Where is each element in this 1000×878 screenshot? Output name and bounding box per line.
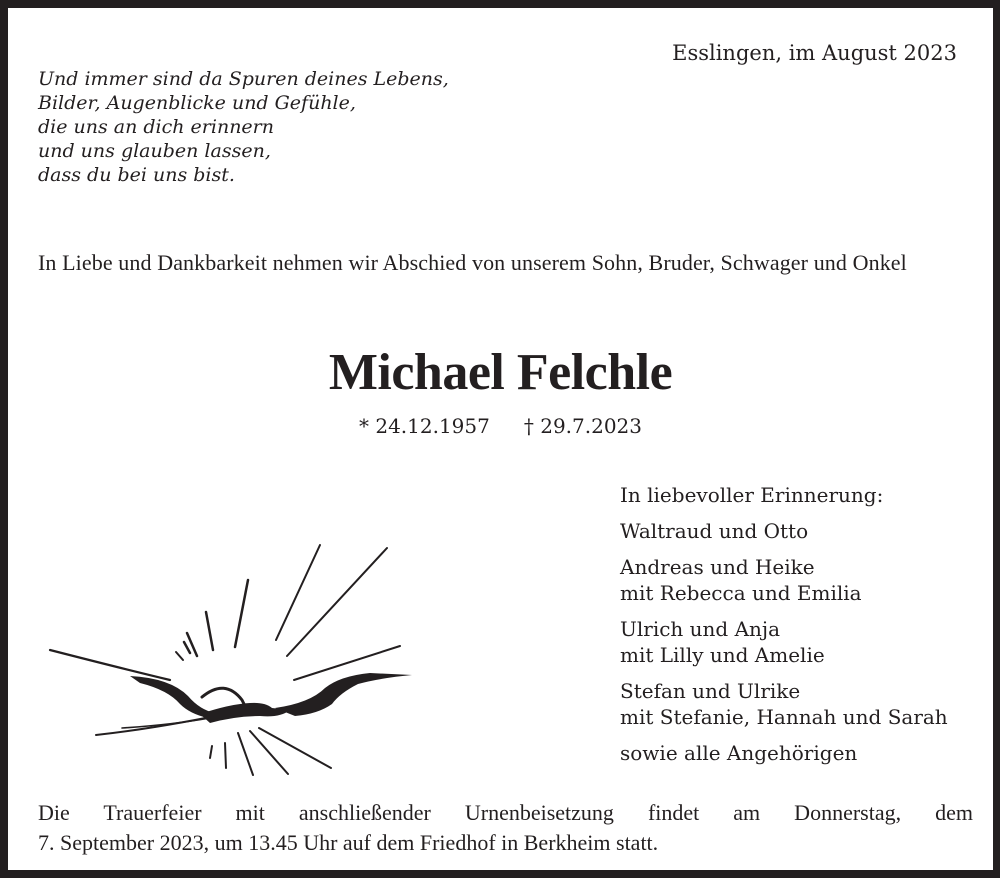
mourner-line: mit Rebecca und Emilia — [620, 581, 862, 605]
mourner-line: Waltraud und Otto — [620, 519, 809, 543]
deceased-name: Michael Felchle — [328, 344, 673, 401]
mourner-line: sowie alle Angehörigen — [620, 741, 858, 765]
place-date: Esslingen, im August 2023 — [672, 41, 957, 65]
mourner-group — [620, 554, 948, 606]
mourner-line: mit Stefanie, Hannah und Sarah — [620, 705, 948, 729]
sunrise-over-hills-icon — [40, 528, 440, 778]
mourners-heading: In liebevoller Erinnerung: — [620, 483, 884, 507]
life-dates — [8, 414, 993, 438]
mourner-group — [620, 616, 948, 668]
mourner-group — [620, 678, 948, 730]
mourner-group — [620, 518, 948, 544]
mourner-line: mit Lilly und Amelie — [620, 643, 825, 667]
mourners-list — [620, 482, 948, 776]
poem — [38, 67, 449, 187]
ceremony-line: Die Trauerfeier mit anschließender Urnenbeisetzung findet am Donnerstag, dem — [38, 800, 973, 825]
ceremony-notice — [38, 798, 973, 858]
poem-line: Bilder, Augenblicke und Gefühle, — [38, 92, 356, 114]
mourner-line: Ulrich und Anja — [620, 617, 781, 641]
poem-line: Und immer sind da Spuren deines Lebens, — [38, 68, 449, 90]
mourner-group — [620, 740, 948, 766]
death-date: † 29.7.2023 — [523, 414, 643, 438]
poem-line: und uns glauben lassen, — [38, 140, 271, 162]
intro-text: In Liebe und Dankbarkeit nehmen wir Abschied von unserem Sohn, Bruder, Schwager und Onkel — [38, 250, 907, 275]
ceremony-line: 7. September 2023, um 13.45 Uhr auf dem Friedhof in Berkheim statt. — [38, 830, 659, 855]
mourner-line: Stefan und Ulrike — [620, 679, 801, 703]
birth-date: * 24.12.1957 — [358, 414, 490, 438]
poem-line: dass du bei uns bist. — [38, 164, 235, 186]
mourner-line: Andreas und Heike — [620, 555, 815, 579]
poem-line: die uns an dich erinnern — [38, 116, 274, 138]
